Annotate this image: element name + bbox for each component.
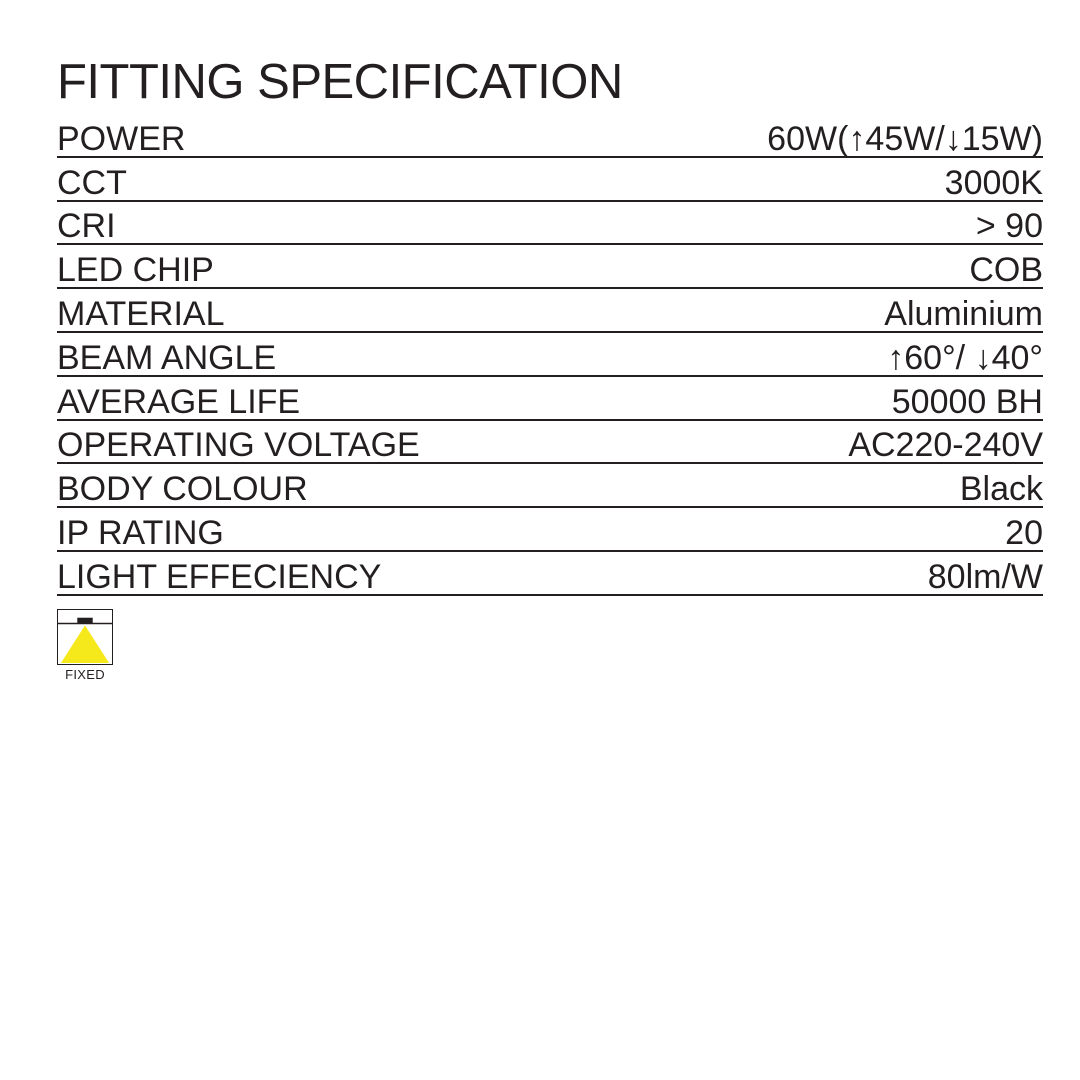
spec-label: POWER — [57, 119, 186, 158]
spec-label: LED CHIP — [57, 251, 214, 290]
spec-value: AC220-240V — [848, 426, 1043, 465]
spec-label: CRI — [57, 207, 116, 246]
spec-row-material — [57, 289, 1043, 333]
spec-row-body-colour — [57, 464, 1043, 508]
spec-value: 80lm/W — [927, 557, 1043, 596]
spec-label: IP RATING — [57, 513, 224, 552]
page-title: FITTING SPECIFICATION — [57, 55, 623, 109]
spec-label: MATERIAL — [57, 294, 225, 333]
spec-label: OPERATING VOLTAGE — [57, 426, 420, 465]
spec-value: 60W(↑45W/↓15W) — [767, 119, 1043, 158]
spec-label: BODY COLOUR — [57, 470, 308, 509]
mounting-type — [57, 609, 113, 683]
spec-value: ↑60°/ ↓40° — [887, 338, 1043, 377]
spec-row-average-life — [57, 377, 1043, 421]
spec-table — [57, 114, 1043, 596]
fixed-light-icon — [57, 609, 113, 665]
spec-row-power — [57, 114, 1043, 158]
spec-label: LIGHT EFFECIENCY — [57, 557, 382, 596]
spec-value: 50000 BH — [891, 382, 1043, 421]
spec-value: Black — [959, 470, 1043, 509]
spec-value: Aluminium — [884, 294, 1043, 333]
spec-row-operating-voltage — [57, 421, 1043, 465]
spec-value: 20 — [1005, 513, 1043, 552]
spec-value: > 90 — [975, 207, 1043, 246]
mounting-label: FIXED — [65, 667, 105, 682]
spec-row-ip-rating — [57, 508, 1043, 552]
spec-label: BEAM ANGLE — [57, 338, 277, 377]
spec-label: AVERAGE LIFE — [57, 382, 301, 421]
spec-row-light-efficiency — [57, 552, 1043, 596]
spec-row-led-chip — [57, 245, 1043, 289]
spec-row-beam-angle — [57, 333, 1043, 377]
spec-value: 3000K — [944, 163, 1043, 202]
spec-label: CCT — [57, 163, 127, 202]
spec-value: COB — [969, 251, 1043, 290]
spec-row-cct — [57, 158, 1043, 202]
spec-row-cri — [57, 202, 1043, 246]
